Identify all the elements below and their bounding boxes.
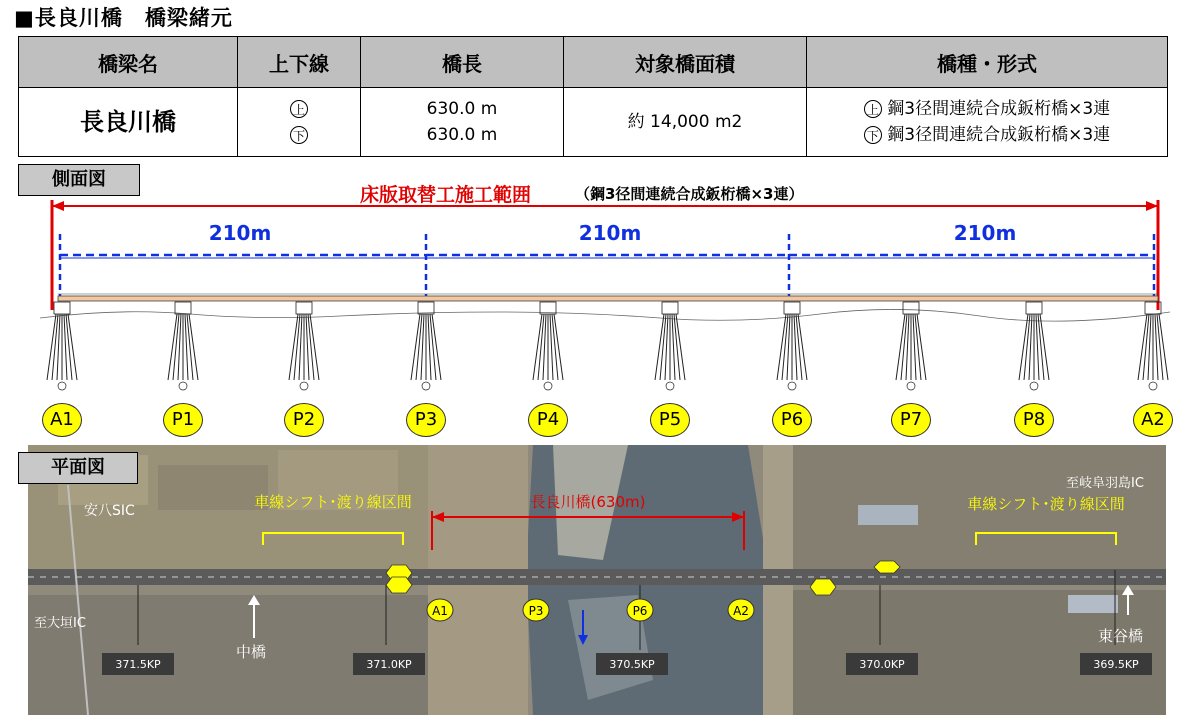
pier-label-a2: A2	[1133, 403, 1173, 437]
plan-marker-a1	[427, 599, 453, 621]
span-label-2: 210m	[578, 221, 642, 245]
construction-range-title: 床版取替工施工範囲	[360, 184, 532, 206]
span-label-3: 210m	[953, 221, 1017, 245]
ground-line	[40, 309, 1170, 321]
pier-drawing-p6	[777, 302, 807, 390]
higashitanibashi-label: 東谷橋	[1098, 627, 1144, 645]
plan-view-label: 平面図	[18, 452, 138, 484]
building	[858, 505, 918, 525]
pier-drawing-a1	[47, 302, 77, 390]
shift-marker-4	[874, 561, 900, 573]
pier-label-p3: P3	[406, 403, 446, 437]
pier-label-p4: P4	[528, 403, 568, 437]
plan-marker-p3	[523, 599, 549, 621]
range-arrow-left	[52, 201, 64, 211]
bridge-deck	[58, 296, 1158, 301]
col-length: 橋長	[361, 37, 564, 88]
type-cell	[807, 88, 1168, 157]
construction-range-subtitle: （鋼3径間連続合成鈑桁橋×3連）	[575, 185, 804, 203]
page-title: ■長良川橋 橋梁緒元	[14, 6, 233, 30]
to-gifu-label: 至岐阜羽島IC	[1066, 476, 1144, 491]
pier-label-p7: P7	[891, 403, 931, 437]
svg-text:371.5KP: 371.5KP	[115, 658, 161, 671]
spec-table	[18, 36, 1168, 157]
pier-drawing-p1	[168, 302, 198, 390]
plan-bridge-name: 長良川橋(630m)	[530, 493, 646, 511]
kp-box-3	[596, 653, 668, 675]
pier-drawing-a2	[1138, 302, 1168, 390]
pier-label-p8: P8	[1014, 403, 1054, 437]
side-view-label: 側面図	[18, 164, 140, 196]
svg-text:P6: P6	[632, 604, 648, 618]
pier-drawing-p2	[289, 302, 319, 390]
type-up: 鋼3径間連続合成鈑桁橋×3連	[881, 99, 1111, 119]
shift-marker-3	[810, 579, 836, 595]
shift-marker-2	[386, 577, 412, 593]
table-header-row	[19, 37, 1168, 88]
bridge-name-cell: 長良川橋	[19, 88, 238, 157]
sic-label: 安八SIC	[84, 503, 135, 519]
building	[1068, 595, 1118, 613]
col-type: 橋種・形式	[807, 37, 1168, 88]
svg-text:370.5KP: 370.5KP	[609, 658, 655, 671]
pier-drawing-p5	[655, 302, 685, 390]
field-patch	[158, 465, 268, 510]
pier-drawing-p7	[896, 302, 926, 390]
type-down-mark: 下	[864, 126, 882, 144]
svg-text:369.5KP: 369.5KP	[1093, 658, 1139, 671]
svg-text:A1: A1	[432, 604, 448, 618]
pier-drawing-p8	[1019, 302, 1049, 390]
kp-box-1	[102, 653, 174, 675]
length-cell	[361, 88, 564, 157]
span-label-1: 210m	[208, 221, 272, 245]
col-area: 対象橋面積	[564, 37, 807, 88]
pier-label-p1: P1	[163, 403, 203, 437]
svg-text:370.0KP: 370.0KP	[859, 658, 905, 671]
line-cell	[238, 88, 361, 157]
length-up: 630.0 m	[426, 99, 498, 119]
svg-text:A2: A2	[733, 604, 749, 618]
svg-text:371.0KP: 371.0KP	[366, 658, 412, 671]
side-view-diagram	[40, 190, 1170, 400]
kp-box-2	[353, 653, 425, 675]
kp-box-5	[1080, 653, 1152, 675]
table-row	[19, 88, 1168, 157]
span-dimension-1	[60, 221, 425, 300]
type-down: 鋼3径間連続合成鈑桁橋×3連	[881, 125, 1111, 145]
length-down: 630.0 m	[426, 125, 498, 145]
pier-label-p6: P6	[772, 403, 812, 437]
shift-label-right: 車線シフト･渡り線区間	[967, 495, 1125, 513]
pier-label-p2: P2	[284, 403, 324, 437]
range-arrow-right	[1146, 201, 1158, 211]
pier-label-a1: A1	[42, 403, 82, 437]
plan-marker-p6	[627, 599, 653, 621]
span-dimension-2	[426, 221, 788, 300]
type-up-mark: 上	[864, 100, 882, 118]
span-dimension-3	[789, 221, 1154, 300]
to-ogaki-label: 至大垣IC	[34, 616, 86, 631]
col-line: 上下線	[238, 37, 361, 88]
nakabashi-label: 中橋	[236, 643, 267, 661]
svg-text:P3: P3	[528, 604, 544, 618]
pier-drawing-p4	[533, 302, 563, 390]
up-line-mark: 上	[290, 100, 308, 118]
kp-box-4	[846, 653, 918, 675]
pier-label-p5: P5	[650, 403, 690, 437]
down-line-mark: 下	[290, 126, 308, 144]
plan-marker-a2	[728, 599, 754, 621]
pier-group	[47, 302, 1168, 390]
area-cell: 約 14,000 m2	[564, 88, 807, 157]
shift-label-left: 車線シフト･渡り線区間	[254, 493, 412, 511]
col-bridge-name: 橋梁名	[19, 37, 238, 88]
pier-drawing-p3	[411, 302, 441, 390]
plan-view-aerial	[28, 445, 1166, 715]
